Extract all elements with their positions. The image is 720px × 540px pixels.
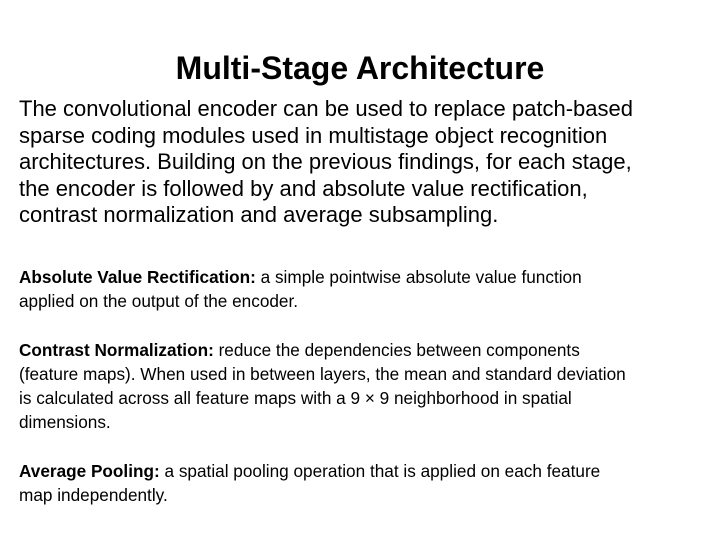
intro-paragraph: [19, 96, 715, 229]
slide-title: Multi-Stage Architecture: [175, 50, 545, 86]
intro-line: contrast normalization and average subsampling.: [19, 202, 499, 227]
definition-average-pooling: [19, 459, 719, 507]
intro-line: The convolutional encoder can be used to replace patch-based: [19, 96, 633, 121]
definition-text: (feature maps). When used in between layers, the mean and standard deviation: [19, 363, 626, 384]
definition-text: dimensions.: [19, 412, 111, 433]
definition-text: applied on the output of the encoder.: [19, 291, 299, 312]
definition-contrast-normalization: [19, 338, 719, 435]
intro-line: architectures. Building on the previous findings, for each stage,: [19, 149, 632, 174]
definition-text: is calculated across all feature maps with a 9 × 9 neighborhood in spatial: [19, 388, 572, 408]
definition-text: reduce the dependencies between components: [213, 339, 580, 360]
intro-line: the encoder is followed by and absolute value rectification,: [19, 175, 588, 201]
definition-text: a simple pointwise absolute value function: [255, 267, 582, 287]
intro-line: sparse coding modules used in multistage object recognition: [19, 122, 608, 148]
definitions-list: [19, 265, 719, 531]
definition-text: a spatial pooling operation that is applied on each feature: [159, 460, 601, 481]
definition-term: Average Pooling:: [19, 460, 160, 481]
definition-term: Contrast Normalization:: [19, 339, 214, 360]
definition-text: map independently.: [19, 484, 168, 505]
definition-absolute-value-rectification: [19, 265, 719, 313]
definition-term: Absolute Value Rectification:: [19, 267, 256, 287]
